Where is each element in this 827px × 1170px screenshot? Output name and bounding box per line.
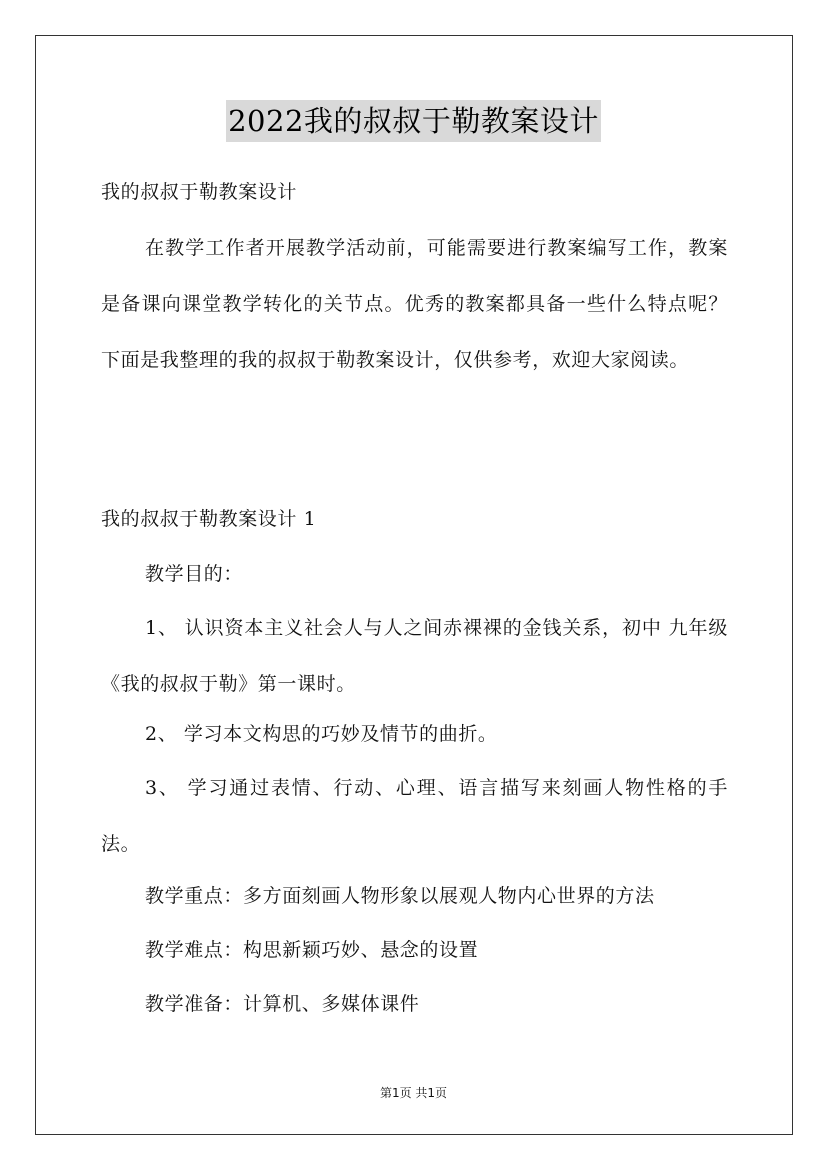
key-point: 教学重点：多方面刻画人物形象以展观人物内心世界的方法	[145, 885, 655, 907]
section-title: 我的叔叔于勒教案设计 1	[101, 508, 317, 530]
intro-paragraph: 在教学工作者开展教学活动前，可能需要进行教案编写工作，教案是备课向课堂教学转化的关节点。优秀的教案都具备一些什么特点呢？下面是我整理的我的叔叔于勒教案设计，仅供参考，欢迎大家阅读。	[101, 237, 728, 371]
objectives-label: 教学目的：	[145, 563, 244, 585]
document-title: 2022我的叔叔于勒教案设计	[226, 100, 601, 142]
preparation: 教学准备：计算机、多媒体课件	[145, 993, 420, 1015]
objective-1: 1、 认识资本主义社会人与人之间赤裸裸的金钱关系，初中 九年级《我的叔叔于勒》第一课时。	[101, 617, 728, 695]
objective-2: 2、 学习本文构思的巧妙及情节的曲折。	[145, 723, 498, 745]
title-container	[0, 100, 827, 142]
page-footer: 第1页 共1页	[379, 1086, 448, 1100]
objective-3: 3、 学习通过表情、行动、心理、语言描写来刻画人物性格的手法。	[101, 777, 728, 855]
subtitle: 我的叔叔于勒教案设计	[101, 181, 298, 203]
difficulty: 教学难点：构思新颖巧妙、悬念的设置	[145, 939, 479, 961]
